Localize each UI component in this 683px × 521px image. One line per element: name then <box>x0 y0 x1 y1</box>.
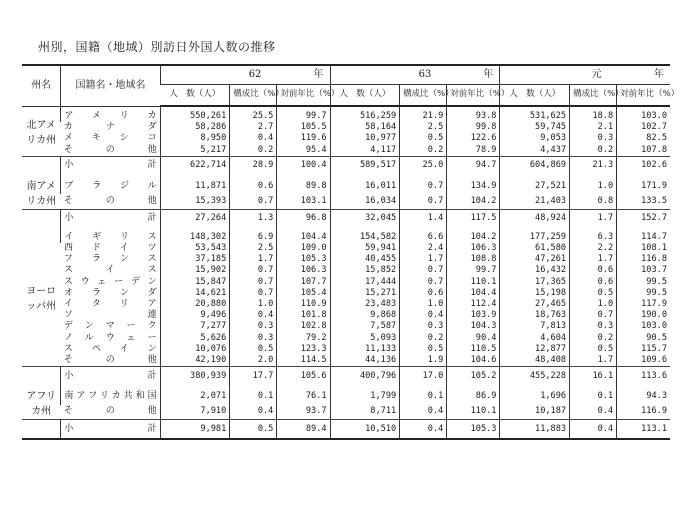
data-cell: 104.4 <box>447 288 500 299</box>
data-cell: 0.1 <box>230 385 277 404</box>
country-name: スイス <box>63 265 157 276</box>
subtotal-cell: 89.4 <box>277 420 330 440</box>
data-cell: 15,393 <box>160 194 230 209</box>
country-name: 南アフリカ共和国 <box>61 385 160 404</box>
data-cell: 0.6 <box>570 277 617 288</box>
table-row <box>22 122 670 133</box>
country-name: ソ連 <box>63 310 157 321</box>
data-cell: 516,259 <box>330 106 400 122</box>
header-country: 国籍名・地域名 <box>61 65 160 106</box>
data-cell: 21.9 <box>400 106 447 122</box>
table-row <box>22 344 670 355</box>
data-cell: 0.5 <box>230 344 277 355</box>
data-cell: 0.3 <box>570 321 617 332</box>
table-row <box>22 194 670 209</box>
data-cell: 134.9 <box>447 175 500 194</box>
data-cell: 114.7 <box>617 228 670 243</box>
data-cell: 133.5 <box>617 194 670 209</box>
data-cell: 18,763 <box>500 310 570 321</box>
region-label: アフリカ州 <box>26 391 56 418</box>
subheader-share: 構成比（%） <box>570 85 617 107</box>
data-cell: 1.7 <box>570 254 617 265</box>
data-cell: 86.9 <box>447 385 500 404</box>
data-cell: 108.8 <box>447 254 500 265</box>
data-cell: 15,198 <box>500 288 570 299</box>
table-row <box>22 254 670 265</box>
data-cell: 76.1 <box>277 385 330 404</box>
data-cell: 0.3 <box>570 133 617 144</box>
data-cell: 101.8 <box>277 310 330 321</box>
data-cell: 16,034 <box>330 194 400 209</box>
table-row <box>22 243 670 254</box>
data-cell: 27,465 <box>500 299 570 310</box>
data-cell: 0.4 <box>230 133 277 144</box>
data-cell: 103.1 <box>277 194 330 209</box>
country-name: その他 <box>63 144 157 155</box>
data-cell: 10,187 <box>500 405 570 420</box>
data-cell: 106.3 <box>277 265 330 276</box>
subtotal-cell: 604,869 <box>500 156 570 175</box>
subtotal-row <box>22 209 670 228</box>
data-cell: 123.3 <box>277 344 330 355</box>
data-cell: 1.0 <box>570 299 617 310</box>
data-cell: 4,117 <box>330 145 400 157</box>
subtotal-label-left: 小 <box>64 370 74 381</box>
data-cell: 2.2 <box>570 243 617 254</box>
data-cell: 7,277 <box>160 321 230 332</box>
data-cell: 4,437 <box>500 145 570 157</box>
data-cell: 15,852 <box>330 265 400 276</box>
data-cell: 23,483 <box>330 299 400 310</box>
subtotal-label <box>61 209 160 228</box>
data-cell: 94.3 <box>617 385 670 404</box>
data-cell: 17,444 <box>330 277 400 288</box>
data-cell: 102.8 <box>277 321 330 332</box>
data-cell: 0.7 <box>400 194 447 209</box>
table-row <box>22 106 670 122</box>
data-cell: 90.5 <box>617 333 670 344</box>
subtotal-label <box>61 420 160 440</box>
data-cell: 40,455 <box>330 254 400 265</box>
data-cell: 0.7 <box>400 277 447 288</box>
table-row <box>22 299 670 310</box>
data-cell: 58,286 <box>160 122 230 133</box>
subtotal-cell: 1.4 <box>400 209 447 228</box>
data-cell: 1.0 <box>230 299 277 310</box>
header-year-62: 62 年 <box>160 65 330 85</box>
data-cell: 48,408 <box>500 355 570 367</box>
data-cell: 6.3 <box>570 228 617 243</box>
data-cell: 0.4 <box>400 310 447 321</box>
data-cell: 109.6 <box>617 355 670 367</box>
subtotal-cell: 94.7 <box>447 156 500 175</box>
subtotal-cell: 17.0 <box>400 367 447 386</box>
data-cell: 106.3 <box>447 243 500 254</box>
country-name: デンマーク <box>63 321 157 332</box>
data-cell: 6.9 <box>230 228 277 243</box>
subtotal-label-right: 計 <box>147 160 157 171</box>
data-cell: 15,847 <box>160 277 230 288</box>
data-cell: 7,910 <box>160 405 230 420</box>
data-cell: 104.4 <box>277 228 330 243</box>
header-year-gan: 元 年 <box>500 65 670 85</box>
data-cell: 99.5 <box>617 288 670 299</box>
data-cell: 531,625 <box>500 106 570 122</box>
data-cell: 4,604 <box>500 333 570 344</box>
region-label: 南アメリカ州 <box>26 180 57 207</box>
data-cell: 104.3 <box>447 321 500 332</box>
data-cell: 0.6 <box>400 288 447 299</box>
subtotal-label <box>61 156 160 175</box>
data-cell: 110.1 <box>447 405 500 420</box>
subtotal-row <box>22 420 670 440</box>
data-cell: 7,813 <box>500 321 570 332</box>
subtotal-row <box>22 156 670 175</box>
data-cell: 116.8 <box>617 254 670 265</box>
data-cell: 15,902 <box>160 265 230 276</box>
data-cell: 0.7 <box>400 265 447 276</box>
data-cell: 2.5 <box>230 243 277 254</box>
data-cell: 6.6 <box>400 228 447 243</box>
data-cell: 10,076 <box>160 344 230 355</box>
country-name: オランダ <box>63 287 157 298</box>
data-cell: 2.4 <box>400 243 447 254</box>
subtotal-label <box>61 367 160 386</box>
country-name: イタリア <box>63 299 157 310</box>
data-cell: 99.7 <box>277 106 330 122</box>
data-cell: 27,521 <box>500 175 570 194</box>
data-cell: 0.7 <box>230 265 277 276</box>
table-row <box>22 175 670 194</box>
data-cell: 108.1 <box>617 243 670 254</box>
data-cell: 7,587 <box>330 321 400 332</box>
subtotal-cell: 9,981 <box>160 420 230 440</box>
data-cell: 99.7 <box>447 265 500 276</box>
subtotal-cell: 27,264 <box>160 209 230 228</box>
data-cell: 2.7 <box>230 122 277 133</box>
data-cell: 53,543 <box>160 243 230 254</box>
table-row <box>22 385 670 404</box>
data-cell: 0.1 <box>570 385 617 404</box>
data-cell: 37,185 <box>160 254 230 265</box>
subtotal-cell: 100.4 <box>277 156 330 175</box>
data-cell: 0.8 <box>570 194 617 209</box>
data-cell: 103.0 <box>617 106 670 122</box>
header-year-63: 63 年 <box>330 65 500 85</box>
subtotal-row <box>22 367 670 386</box>
subheader-count: 人 数（人） <box>500 85 570 107</box>
subtotal-label-right: 計 <box>147 213 157 224</box>
data-cell: 107.8 <box>617 145 670 157</box>
table-row <box>22 333 670 344</box>
subtotal-cell: 96.8 <box>277 209 330 228</box>
subtotal-cell: 622,714 <box>160 156 230 175</box>
subtotal-label-left: 小 <box>64 423 74 434</box>
data-cell: 17,365 <box>500 277 570 288</box>
data-cell: 11,871 <box>160 175 230 194</box>
data-cell: 105.5 <box>277 122 330 133</box>
data-cell: 0.5 <box>570 288 617 299</box>
data-cell: 99.8 <box>447 122 500 133</box>
data-cell: 5,093 <box>330 333 400 344</box>
data-cell: 2,071 <box>160 385 230 404</box>
subtotal-label-right: 計 <box>147 423 157 434</box>
data-cell: 10,977 <box>330 133 400 144</box>
country-name: その他 <box>63 195 157 206</box>
country-name: 西ドイツ <box>63 243 157 254</box>
data-cell: 0.5 <box>570 344 617 355</box>
data-cell: 105.3 <box>277 254 330 265</box>
data-cell: 42,190 <box>160 355 230 367</box>
data-cell: 102.7 <box>617 122 670 133</box>
subheader-share: 構成比（%） <box>230 85 277 107</box>
data-cell: 2.5 <box>400 122 447 133</box>
subheader-yoy: 対前年比（%） <box>617 85 670 107</box>
data-cell: 12,877 <box>500 344 570 355</box>
subtotal-cell: 10,510 <box>330 420 400 440</box>
visitor-statistics-table <box>22 64 680 440</box>
subtotal-cell: 0.4 <box>570 420 617 440</box>
data-cell: 8,950 <box>160 133 230 144</box>
data-cell: 93.7 <box>277 405 330 420</box>
data-cell: 0.4 <box>230 405 277 420</box>
data-cell: 2.1 <box>570 122 617 133</box>
country-name: スウェーデン <box>63 276 157 287</box>
data-cell: 9,496 <box>160 310 230 321</box>
data-cell: 0.7 <box>230 277 277 288</box>
data-cell: 58,164 <box>330 122 400 133</box>
subtotal-cell: 105.6 <box>277 367 330 386</box>
data-cell: 110.1 <box>447 277 500 288</box>
data-cell: 2.0 <box>230 355 277 367</box>
table-row <box>22 228 670 243</box>
data-cell: 8,711 <box>330 405 400 420</box>
subtotal-cell: 105.3 <box>447 420 500 440</box>
country-name: その他 <box>63 406 157 417</box>
country-name: アメリカ <box>61 106 160 122</box>
data-cell: 5,217 <box>160 145 230 157</box>
data-cell: 0.5 <box>400 133 447 144</box>
data-cell: 0.3 <box>230 333 277 344</box>
data-cell: 122.6 <box>447 133 500 144</box>
data-cell: 0.6 <box>570 265 617 276</box>
data-cell: 0.5 <box>400 344 447 355</box>
data-cell: 82.5 <box>617 133 670 144</box>
data-cell: 116.9 <box>617 405 670 420</box>
data-cell: 177,259 <box>500 228 570 243</box>
data-cell: 0.6 <box>230 175 277 194</box>
data-cell: 148,302 <box>160 228 230 243</box>
table-row <box>22 265 670 276</box>
data-cell: 25.5 <box>230 106 277 122</box>
subtotal-label-right: 計 <box>147 370 157 381</box>
data-cell: 0.7 <box>230 288 277 299</box>
data-cell: 104.2 <box>447 194 500 209</box>
region-spacer <box>22 156 61 175</box>
data-cell: 95.4 <box>277 145 330 157</box>
country-name: フランス <box>63 254 157 265</box>
data-cell: 89.8 <box>277 175 330 194</box>
subtotal-cell: 102.6 <box>617 156 670 175</box>
subtotal-cell: 117.5 <box>447 209 500 228</box>
country-name: ノルウェー <box>63 332 157 343</box>
data-cell: 18.8 <box>570 106 617 122</box>
data-cell: 44,136 <box>330 355 400 367</box>
subtotal-cell: 113.6 <box>617 367 670 386</box>
data-cell: 0.4 <box>570 405 617 420</box>
data-cell: 78.9 <box>447 145 500 157</box>
subheader-count: 人 数（人） <box>330 85 400 107</box>
data-cell: 112.4 <box>447 299 500 310</box>
subtotal-cell: 455,228 <box>500 367 570 386</box>
table-row <box>22 145 670 157</box>
data-cell: 0.2 <box>570 145 617 157</box>
data-cell: 0.3 <box>400 321 447 332</box>
subtotal-label-left: 小 <box>64 160 74 171</box>
subtotal-cell: 380,939 <box>160 367 230 386</box>
data-cell: 0.1 <box>400 385 447 404</box>
region-label: ヨーロッパ州 <box>26 286 57 313</box>
data-cell: 104.2 <box>447 228 500 243</box>
subtotal-cell: 32,045 <box>330 209 400 228</box>
table-row <box>22 405 670 420</box>
subtotal-cell: 589,517 <box>330 156 400 175</box>
subheader-yoy: 対前年比（%） <box>447 85 500 107</box>
data-cell: 110.5 <box>447 344 500 355</box>
data-cell: 190.0 <box>617 310 670 321</box>
subtotal-label-left: 小 <box>64 213 74 224</box>
data-cell: 1.0 <box>400 299 447 310</box>
table-row <box>22 321 670 332</box>
region-spacer <box>22 367 61 386</box>
data-cell: 0.3 <box>230 321 277 332</box>
data-cell: 103.7 <box>617 265 670 276</box>
data-cell: 0.2 <box>570 333 617 344</box>
data-cell: 59,745 <box>500 122 570 133</box>
table-row <box>22 277 670 288</box>
data-cell: 90.4 <box>447 333 500 344</box>
data-cell: 110.9 <box>277 299 330 310</box>
table-row <box>22 355 670 367</box>
data-cell: 104.6 <box>447 355 500 367</box>
data-cell: 5,626 <box>160 333 230 344</box>
data-cell: 0.7 <box>400 175 447 194</box>
data-cell: 9,868 <box>330 310 400 321</box>
data-cell: 0.2 <box>400 333 447 344</box>
data-cell: 119.6 <box>277 133 330 144</box>
data-cell: 1,799 <box>330 385 400 404</box>
data-cell: 1.7 <box>570 355 617 367</box>
table-row <box>22 288 670 299</box>
region-spacer <box>22 420 61 440</box>
subtotal-cell: 400,796 <box>330 367 400 386</box>
table-row <box>22 133 670 144</box>
data-cell: 61,580 <box>500 243 570 254</box>
data-cell: 1.7 <box>230 254 277 265</box>
region-spacer <box>22 209 61 228</box>
subtotal-cell: 17.7 <box>230 367 277 386</box>
data-cell: 47,261 <box>500 254 570 265</box>
data-cell: 117.9 <box>617 299 670 310</box>
data-cell: 154,582 <box>330 228 400 243</box>
data-cell: 16,432 <box>500 265 570 276</box>
subtotal-cell: 0.4 <box>400 420 447 440</box>
data-cell: 0.2 <box>400 145 447 157</box>
data-cell: 21,403 <box>500 194 570 209</box>
country-name: ブラジル <box>61 175 160 194</box>
subtotal-cell: 105.2 <box>447 367 500 386</box>
data-cell: 103.9 <box>447 310 500 321</box>
data-cell: 1.9 <box>400 355 447 367</box>
data-cell: 14,621 <box>160 288 230 299</box>
page-title: 州別，国籍（地域）別訪日外国人数の推移 <box>38 40 276 54</box>
subtotal-cell: 113.1 <box>617 420 670 440</box>
data-cell: 9,053 <box>500 133 570 144</box>
data-cell: 11,133 <box>330 344 400 355</box>
data-cell: 114.5 <box>277 355 330 367</box>
data-cell: 16,011 <box>330 175 400 194</box>
data-cell: 1,696 <box>500 385 570 404</box>
country-name: その他 <box>63 355 157 366</box>
subtotal-cell: 48,924 <box>500 209 570 228</box>
data-cell: 0.2 <box>230 145 277 157</box>
subtotal-cell: 152.7 <box>617 209 670 228</box>
data-cell: 99.5 <box>617 277 670 288</box>
region-label: 北アメリカ州 <box>26 120 57 147</box>
header-region: 州名 <box>22 65 61 106</box>
subtotal-cell: 1.7 <box>570 209 617 228</box>
table-row <box>22 310 670 321</box>
data-cell: 103.0 <box>617 321 670 332</box>
data-cell: 59,941 <box>330 243 400 254</box>
subtotal-cell: 0.5 <box>230 420 277 440</box>
country-name: スペイン <box>63 343 157 354</box>
country-name: メキシコ <box>63 133 157 144</box>
data-cell: 0.7 <box>230 194 277 209</box>
subheader-share: 構成比（%） <box>400 85 447 107</box>
subtotal-cell: 28.9 <box>230 156 277 175</box>
subheader-yoy: 対前年比（%） <box>277 85 330 107</box>
data-cell: 79.2 <box>277 333 330 344</box>
data-cell: 15,271 <box>330 288 400 299</box>
subtotal-cell: 16.1 <box>570 367 617 386</box>
data-cell: 107.7 <box>277 277 330 288</box>
data-cell: 20,880 <box>160 299 230 310</box>
data-cell: 1.0 <box>570 175 617 194</box>
data-cell: 93.8 <box>447 106 500 122</box>
data-cell: 550,261 <box>160 106 230 122</box>
data-cell: 115.7 <box>617 344 670 355</box>
data-cell: 1.7 <box>400 254 447 265</box>
data-cell: 105.4 <box>277 288 330 299</box>
country-name: イギリス <box>61 228 160 243</box>
subtotal-cell: 21.3 <box>570 156 617 175</box>
data-cell: 171.9 <box>617 175 670 194</box>
subtotal-cell: 11,883 <box>500 420 570 440</box>
subtotal-cell: 25.0 <box>400 156 447 175</box>
country-name: カナダ <box>63 122 157 133</box>
subtotal-cell: 1.3 <box>230 209 277 228</box>
data-cell: 0.4 <box>230 310 277 321</box>
data-cell: 0.4 <box>400 405 447 420</box>
subheader-count: 人 数（人） <box>160 85 230 107</box>
data-cell: 109.0 <box>277 243 330 254</box>
data-cell: 0.7 <box>570 310 617 321</box>
